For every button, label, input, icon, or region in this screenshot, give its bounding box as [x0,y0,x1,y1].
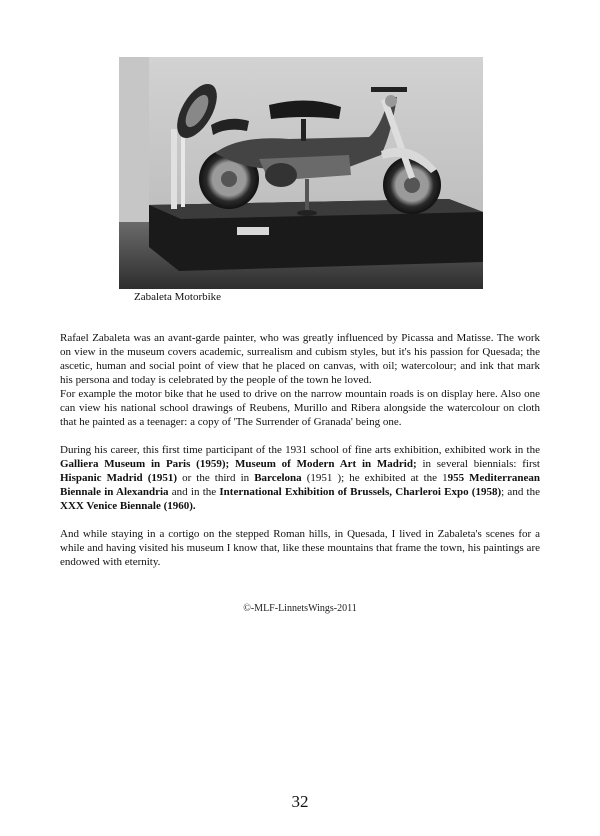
paragraph-3-bold-3: Barcelona [254,472,302,484]
paragraph-3 [60,443,540,513]
paragraph-3-text-2: in several biennials: first [416,458,540,470]
photo-caption: Zabaleta Motorbike [134,291,222,303]
paragraph-3-bold-2: Hispanic Madrid (1951) [60,472,178,484]
paragraph-3-text-3: or the third in [177,472,255,484]
paragraph-3-bold-5: International Exhibition of Brussels, Charleroi Expo (1958) [219,486,502,498]
paragraph-4-text: And while staying in a cortigo on the stepped Roman hills, in Quesada, I lived in Zabaleta's scenes for a while and having visited his museum I know that, like these mountains that frame the town, his paintings are endowed with eternity. [60,528,540,568]
paragraph-4 [60,527,540,569]
paragraph-3-text-5: and in the [168,486,220,498]
paragraph-3-text-4: (1951 ); he exhibited at the 1 [301,472,448,484]
article-body [60,331,540,569]
paragraph-1-text: Rafael Zabaleta was an avant-garde painter, who was greatly influenced by Picassa and Matisse. The work on view in the museum covers academic, surrealism and cubism styles, but it's his passion for Quesada; the ascetic, human and social point of view that he placed on canvas, with oil; watercolour; and ink that mark his persona and today is celebrated by the people of the town he loved. [60,332,540,386]
paragraph-3-bold-6: XXX Venice Biennale (1960). [60,500,196,512]
paragraph-3-bold-1: Galliera Museum in Paris (1959); Museum of Modern Art in Madrid; [60,458,417,470]
paragraph-2-text: For example the motor bike that he used to drive on the narrow mountain roads is on display here. Also one can view his national school drawings of Reubens, Murillo and Ribera alongside the watercolour on cloth that he painted as a teenager: a copy of 'The Surrender of Granada' being one. [60,388,540,428]
page-number: 32 [291,792,309,811]
paragraph-3-bold-4: 955 Mediterranean Biennale in Alexandria [60,472,541,498]
paragraph-2 [60,387,540,429]
paragraph-3-text-6: ; and the [501,486,540,498]
motorbike-photo [119,57,483,289]
motorbike-illustration [119,57,483,289]
paragraph-1 [60,331,540,387]
copyright-notice: ©-MLF-LinnetsWings-2011 [243,603,357,614]
paragraph-3-text-1: During his career, this first time participant of the 1931 school of fine arts exhibition, exhibited work in the [60,444,540,456]
